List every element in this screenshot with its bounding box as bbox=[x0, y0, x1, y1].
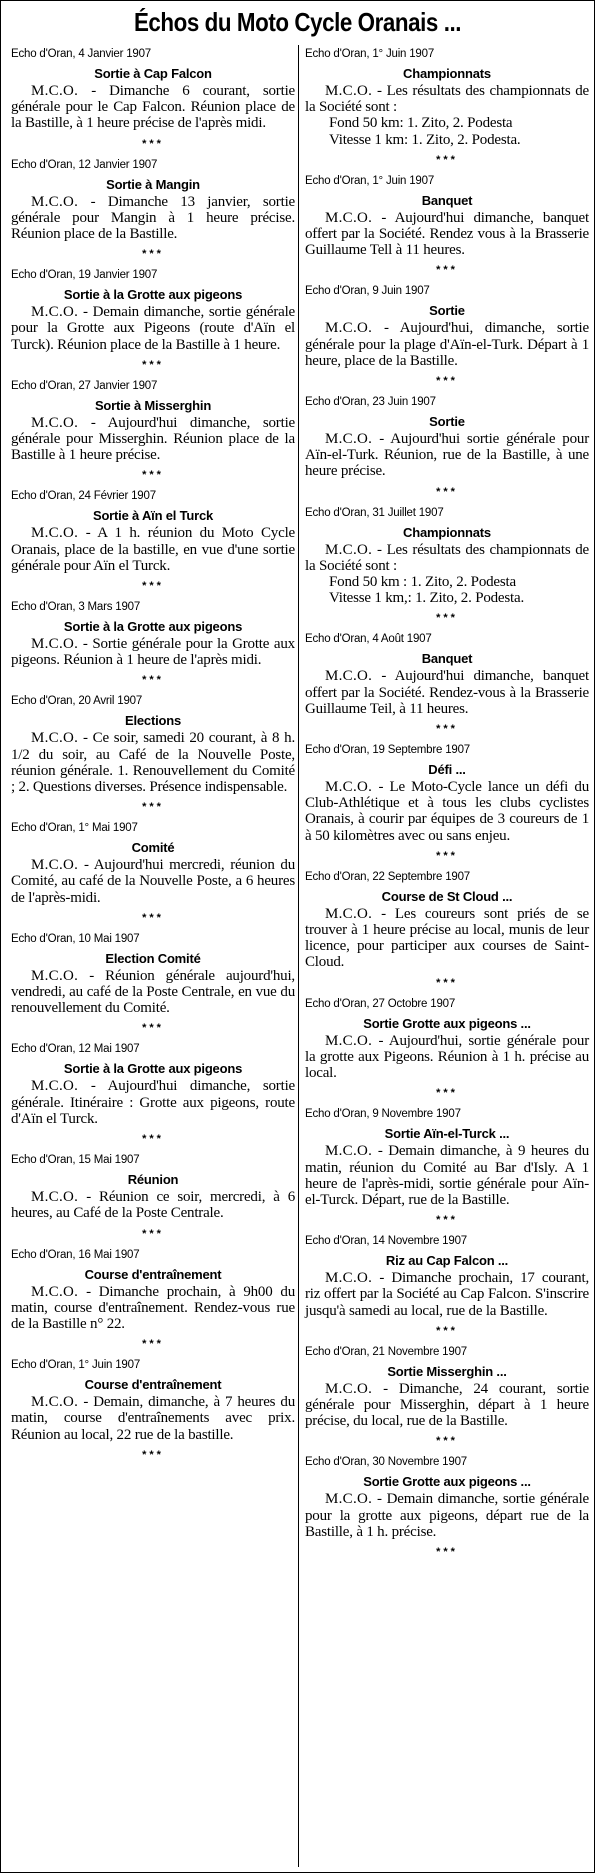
article-date: Echo d'Oran, 1° Juin 1907 bbox=[305, 48, 435, 60]
column-divider bbox=[298, 45, 299, 1867]
article-date: Echo d'Oran, 12 Mai 1907 bbox=[11, 1043, 140, 1056]
article-body bbox=[11, 525, 295, 574]
article-body bbox=[305, 1381, 589, 1430]
article-body bbox=[305, 779, 589, 844]
article-date: Echo d'Oran, 9 Novembre 1907 bbox=[305, 1108, 461, 1121]
article-date: Echo d'Oran, 12 Janvier 1907 bbox=[11, 158, 158, 171]
article-heading: Défi ... bbox=[428, 762, 466, 778]
article-separator: *** bbox=[142, 137, 164, 150]
article-separator: *** bbox=[436, 1214, 458, 1227]
article-heading: Course d'entraînement bbox=[84, 1266, 222, 1282]
article-heading: Elections bbox=[125, 713, 181, 729]
article-date: Echo d'Oran, 31 Juillet 1907 bbox=[305, 506, 444, 519]
article-lead: M.C.O. bbox=[325, 779, 373, 796]
article-date: Echo d'Oran, 30 Novembre 1907 bbox=[305, 1456, 467, 1469]
article-text: - Dimanche 6 courant, sortie générale pour le Cap Falcon. Réunion place de la Bastille, à 1 heure précise de l'après midi. bbox=[11, 83, 295, 132]
article-text: - Demain dimanche, à 9 heures du matin, réunion du Comité au Bar d'Isly. A 1 heure de l'après-midi, sortie générale pour Aïn-el-Turck. Départ, rue de la Bastille. bbox=[305, 1143, 589, 1208]
article-body bbox=[11, 1078, 295, 1127]
article-separator: *** bbox=[436, 485, 458, 498]
article-separator: *** bbox=[142, 358, 164, 371]
article-separator: *** bbox=[142, 1448, 164, 1461]
article-separator: *** bbox=[436, 264, 458, 277]
article-separator: *** bbox=[142, 1338, 164, 1351]
article-lead: M.C.O. bbox=[31, 1394, 79, 1411]
article-heading: Sortie bbox=[429, 414, 465, 430]
article-text: - Aujourd'hui sortie générale pour Aïn-el-Turk. Réunion, rue de la Bastille, à une heure précise. bbox=[305, 431, 589, 480]
article bbox=[11, 600, 295, 686]
article-heading: Sortie à la Grotte aux pigeons bbox=[63, 1061, 243, 1077]
article-lead: M.C.O. bbox=[31, 193, 79, 210]
article bbox=[11, 1153, 295, 1239]
article-date: Echo d'Oran, 1° Juin 1907 bbox=[305, 174, 435, 187]
article-text: - Réunion générale aujourd'hui, vendredi, au café de la Poste Centrale, en vue du renouvellement du Comité. bbox=[11, 967, 295, 1017]
article bbox=[305, 284, 589, 387]
article-text: - Les résultats des championnats de la Société sont : bbox=[305, 83, 589, 116]
article-lead: M.C.O. bbox=[325, 541, 373, 558]
article-lead: M.C.O. bbox=[325, 1032, 373, 1049]
article-heading: Sortie à la Grotte aux pigeons bbox=[63, 619, 243, 635]
article bbox=[11, 268, 295, 371]
article-separator: *** bbox=[142, 248, 164, 261]
article bbox=[11, 932, 295, 1035]
article-heading: Championnats bbox=[403, 66, 491, 81]
article-lead: M.C.O. bbox=[325, 83, 373, 99]
article-heading: Sortie bbox=[429, 303, 465, 319]
article-separator: *** bbox=[436, 612, 458, 625]
article-body bbox=[11, 304, 295, 353]
article-text: - A 1 h. réunion du Moto Cycle Oranais, place de la bastille, en vue d'une sortie générale pour Aïn el Turck. bbox=[11, 525, 295, 574]
article-text: - Ce soir, samedi 20 courant, à 8 h. 1/2 du soir, au Café de la Nouvelle Poste, réunion générale. 1. Renouvellement du Comité ; 2. Questions diverses. Présence indispensable. bbox=[11, 730, 295, 796]
article-text: - Les résultats des championnats de la Société sont : bbox=[305, 541, 589, 574]
article-heading: Course de St Cloud ... bbox=[381, 888, 513, 904]
article-separator: *** bbox=[142, 674, 164, 687]
article-lead: M.C.O. bbox=[325, 431, 373, 448]
article-lead: M.C.O. bbox=[31, 1283, 79, 1300]
article-body bbox=[11, 1394, 295, 1443]
article-separator: *** bbox=[436, 375, 458, 388]
article-text: - Aujourd'hui dimanche, sortie générale. Itinéraire : Grotte aux pigeons, route d'Aïn el Turck. bbox=[11, 1078, 295, 1127]
article-date: Echo d'Oran, 10 Mai 1907 bbox=[11, 932, 140, 945]
article-heading: Election Comité bbox=[105, 950, 201, 966]
article bbox=[305, 174, 589, 277]
article bbox=[11, 158, 295, 261]
result-line: Vitesse 1 km,: 1. Zito, 2. Podesta. bbox=[329, 590, 525, 607]
article-date: Echo d'Oran, 23 Juin 1907 bbox=[305, 396, 436, 409]
article-body bbox=[305, 1491, 589, 1540]
article-body bbox=[305, 1143, 589, 1208]
article-date: Echo d'Oran, 15 Mai 1907 bbox=[11, 1154, 140, 1167]
article-separator: *** bbox=[142, 801, 164, 814]
article-lead: M.C.O. bbox=[325, 209, 373, 226]
article-lead: M.C.O. bbox=[31, 636, 79, 653]
article-body bbox=[11, 415, 295, 464]
article-text: - Dimanche prochain, 17 courant, riz offert par la Société au Cap Falcon. S'inscrire jusqu'à samedi au local, rue de la Bastille. bbox=[305, 1270, 589, 1319]
article-date: Echo d'Oran, 3 Mars 1907 bbox=[11, 601, 141, 614]
article-date: Echo d'Oran, 9 Juin 1907 bbox=[305, 285, 430, 298]
article-date: Echo d'Oran, 4 Janvier 1907 bbox=[11, 48, 151, 60]
article-separator: *** bbox=[436, 1545, 458, 1558]
article-text: - Réunion ce soir, mercredi, à 6 heures, au Café de la Poste Centrale. bbox=[11, 1189, 295, 1222]
result-line: Fond 50 km : 1. Zito, 2. Podesta bbox=[329, 574, 516, 591]
article-text: - Aujourd'hui dimanche, sortie générale pour Misserghin. Réunion place de la Bastille à 1 heure précise. bbox=[11, 414, 295, 464]
article-date: Echo d'Oran, 27 Octobre 1907 bbox=[305, 997, 456, 1010]
result-line: Vitesse 1 km: 1. Zito, 2. Podesta. bbox=[329, 131, 521, 148]
article-separator: *** bbox=[142, 469, 164, 482]
article-date: Echo d'Oran, 27 Janvier 1907 bbox=[11, 379, 158, 392]
article-lead: M.C.O. bbox=[31, 83, 79, 99]
article-lead: M.C.O. bbox=[325, 668, 373, 685]
article-body bbox=[11, 194, 295, 243]
article-heading: Comité bbox=[131, 840, 175, 856]
article-lead: M.C.O. bbox=[325, 320, 373, 337]
article bbox=[11, 1248, 295, 1351]
article-separator: *** bbox=[436, 976, 458, 989]
article-separator: *** bbox=[142, 911, 164, 924]
article bbox=[11, 489, 295, 592]
article bbox=[305, 743, 589, 862]
article-date: Echo d'Oran, 16 Mai 1907 bbox=[11, 1248, 140, 1261]
article bbox=[11, 47, 295, 150]
article-date: Echo d'Oran, 19 Janvier 1907 bbox=[11, 269, 158, 282]
article-date: Echo d'Oran, 21 Novembre 1907 bbox=[305, 1345, 467, 1358]
article-text: - Demain dimanche, sortie générale pour la Grotte aux Pigeons (route d'Aïn el Turck). Réunion place de la Bastille à 1 heure. bbox=[11, 304, 295, 353]
article-body bbox=[11, 968, 295, 1017]
article bbox=[305, 395, 589, 498]
left-column bbox=[11, 47, 295, 1469]
article-lead: M.C.O. bbox=[31, 525, 79, 542]
article-heading: Championnats bbox=[403, 524, 491, 540]
article-text: - Aujourd'hui, sortie générale pour la grotte aux Pigeons. Réunion à 1 h. précise au local. bbox=[305, 1032, 589, 1082]
article-text: - Aujourd'hui mercredi, réunion du Comité, au café de la Nouvelle Poste, a 6 heures de l'après-midi. bbox=[11, 857, 295, 906]
article-heading: Sortie à la Grotte aux pigeons bbox=[63, 287, 243, 303]
article-lead: M.C.O. bbox=[31, 1078, 79, 1095]
article-separator: *** bbox=[436, 849, 458, 862]
article-lead: M.C.O. bbox=[31, 1189, 79, 1206]
article-text: - Dimanche 13 janvier, sortie générale pour Mangin à 1 heure précise. Réunion place de la Bastille. bbox=[11, 193, 295, 243]
article-heading: Riz au Cap Falcon ... bbox=[385, 1253, 509, 1269]
article-text: - Aujourd'hui, dimanche, sortie générale pour la plage d'Aïn-el-Turk. Départ à 1 heure, place de la Bastille. bbox=[305, 320, 589, 369]
article-text: - Dimanche, 24 courant, sortie générale pour Misserghin, départ à 1 heure précise, du local, rue de la Bastille. bbox=[305, 1380, 589, 1430]
article-body bbox=[305, 1270, 589, 1319]
article bbox=[11, 821, 295, 924]
article-date: Echo d'Oran, 22 Septembre 1907 bbox=[305, 870, 470, 883]
article-date: Echo d'Oran, 24 Février 1907 bbox=[11, 490, 156, 503]
article bbox=[305, 1234, 589, 1337]
article-heading: Sortie Grotte aux pigeons ... bbox=[363, 1015, 531, 1031]
article-lead: M.C.O. bbox=[31, 304, 79, 321]
article bbox=[305, 632, 589, 735]
article bbox=[305, 1455, 589, 1558]
article bbox=[11, 1358, 295, 1461]
article bbox=[305, 506, 589, 625]
article-separator: *** bbox=[142, 1133, 164, 1146]
article-separator: *** bbox=[142, 1227, 164, 1240]
article-heading: Sortie à Cap Falcon bbox=[94, 66, 212, 81]
article-lead: M.C.O. bbox=[325, 905, 373, 922]
article-heading: Sortie Grotte aux pigeons ... bbox=[363, 1474, 531, 1490]
article-date: Echo d'Oran, 19 Septembre 1907 bbox=[305, 744, 470, 757]
article-heading: Sortie à Misserghin bbox=[94, 397, 212, 413]
article-lead: M.C.O. bbox=[31, 730, 79, 747]
article-body bbox=[11, 730, 295, 795]
article-text: - Les coureurs sont priés de se trouver à 1 heure précise au local, munis de leur licence, pour participer aux courses de Saint-Cloud. bbox=[305, 905, 589, 971]
article-text: - Demain dimanche, sortie générale pour la grotte aux pigeons, départ rue de la Bastille, à 1 h. précise. bbox=[305, 1491, 589, 1540]
article-lead: M.C.O. bbox=[31, 414, 79, 431]
article bbox=[11, 379, 295, 482]
article-heading: Sortie à Mangin bbox=[106, 176, 200, 192]
article-date: Echo d'Oran, 1° Mai 1907 bbox=[11, 822, 138, 835]
article-body bbox=[305, 210, 589, 259]
article-heading: Réunion bbox=[127, 1172, 179, 1188]
article-separator: *** bbox=[436, 1435, 458, 1448]
article-body bbox=[305, 83, 589, 115]
article-separator: *** bbox=[436, 153, 458, 166]
article bbox=[11, 694, 295, 813]
article bbox=[305, 870, 589, 989]
article-heading: Course d'entraînement bbox=[84, 1377, 222, 1393]
article-separator: *** bbox=[436, 1087, 458, 1100]
article bbox=[305, 1345, 589, 1448]
right-column bbox=[305, 47, 589, 1566]
article-text: - Aujourd'hui dimanche, banquet offert par la Société. Rendez-vous à la Brasserie Guillaume Teil, à 11 heures. bbox=[305, 668, 589, 717]
page-title: Échos du Moto Cycle Oranais ... bbox=[133, 7, 462, 37]
article-text: - Aujourd'hui dimanche, banquet offert par la Société. Rendez vous à la Brasserie Guillaume Tell à 11 heures. bbox=[305, 209, 589, 259]
article-separator: *** bbox=[436, 1324, 458, 1337]
article-body bbox=[11, 1284, 295, 1333]
article-heading: Banquet bbox=[421, 192, 473, 208]
article-date: Echo d'Oran, 4 Août 1907 bbox=[305, 633, 432, 646]
result-line: Fond 50 km: 1. Zito, 2. Podesta bbox=[329, 115, 513, 132]
article bbox=[305, 47, 589, 166]
article-body bbox=[11, 857, 295, 906]
article bbox=[305, 997, 589, 1100]
article bbox=[11, 1042, 295, 1145]
article-separator: *** bbox=[142, 580, 164, 593]
article-body bbox=[305, 320, 589, 369]
article-heading: Sortie Aïn-el-Turck ... bbox=[384, 1126, 510, 1142]
article-text: - Le Moto-Cycle lance un défi du Club-Athlétique et à tous les clubs cyclistes Oranais, à courir par équipes de 3 coureurs de 1 à 50 kilomètres avec ou sans enjeu. bbox=[305, 779, 589, 844]
article-lead: M.C.O. bbox=[31, 967, 79, 984]
article bbox=[305, 1107, 589, 1226]
article-heading: Sortie Misserghin ... bbox=[387, 1363, 507, 1379]
article-text: - Sortie générale pour la Grotte aux pigeons. Réunion à 1 heure de l'après midi. bbox=[11, 636, 295, 669]
article-text: - Demain, dimanche, à 7 heures du matin, course d'entraînements avec prix. Réunion au local, 22 rue de la bastille. bbox=[11, 1394, 295, 1443]
article-date: Echo d'Oran, 20 Avril 1907 bbox=[11, 695, 143, 708]
article-lead: M.C.O. bbox=[31, 857, 79, 874]
article-body bbox=[11, 1189, 295, 1221]
article-text: - Dimanche prochain, à 9h00 du matin, course d'entraînement. Rendez-vous rue de la Bastille n° 22. bbox=[11, 1283, 295, 1332]
article-heading: Banquet bbox=[421, 651, 473, 667]
article-heading: Sortie à Aïn el Turck bbox=[92, 508, 214, 524]
article-body bbox=[11, 636, 295, 668]
article-date: Echo d'Oran, 1° Juin 1907 bbox=[11, 1359, 141, 1372]
article-body bbox=[305, 542, 589, 574]
article-body bbox=[305, 431, 589, 480]
article-body bbox=[305, 668, 589, 717]
article-lead: M.C.O. bbox=[325, 1143, 373, 1160]
article-body bbox=[11, 83, 295, 132]
article-date: Echo d'Oran, 14 Novembre 1907 bbox=[305, 1235, 467, 1248]
article-body bbox=[305, 906, 589, 971]
article-separator: *** bbox=[436, 723, 458, 736]
article-lead: M.C.O. bbox=[325, 1491, 373, 1508]
article-lead: M.C.O. bbox=[325, 1380, 373, 1397]
article-body bbox=[305, 1033, 589, 1082]
article-lead: M.C.O. bbox=[325, 1270, 373, 1287]
article-separator: *** bbox=[142, 1022, 164, 1035]
